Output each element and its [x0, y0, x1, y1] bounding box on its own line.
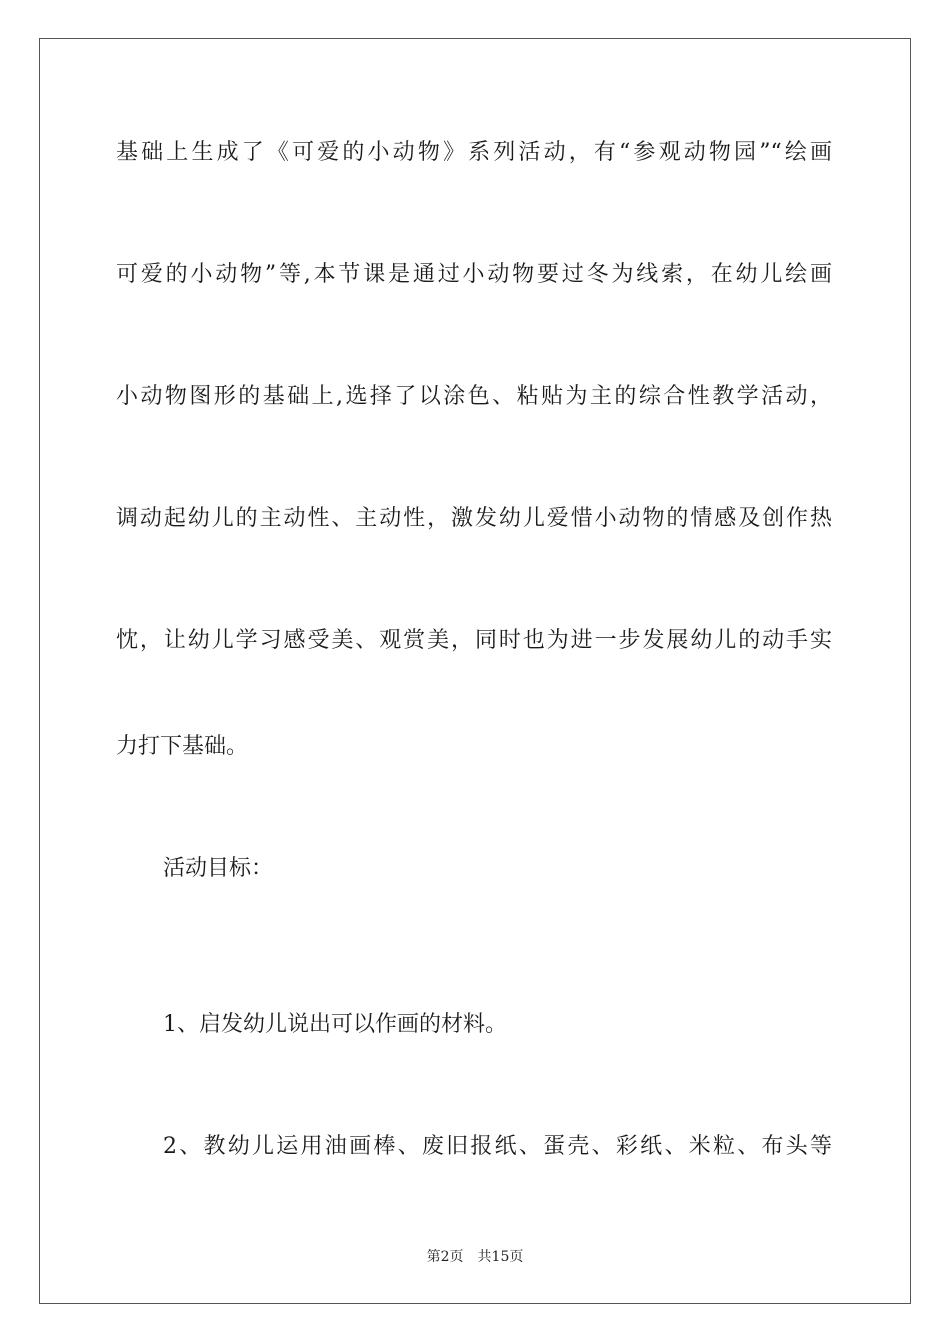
body-text-line: 可爱的小动物”等,本节课是通过小动物要过冬为线索，在幼儿绘画	[116, 262, 832, 287]
body-text-line: 基础上生成了《可爱的小动物》系列活动，有“参观动物园”“绘画	[116, 140, 832, 165]
goal-item: 2、教幼儿运用油画棒、废旧报纸、蛋壳、彩纸、米粒、布头等	[163, 1134, 832, 1159]
section-heading: 活动目标：	[163, 856, 274, 881]
body-text-line: 忱，让幼儿学习感受美、观赏美，同时也为进一步发展幼儿的动手实	[116, 628, 832, 653]
body-text-line: 调动起幼儿的主动性、主动性，激发幼儿爱惜小动物的情感及创作热	[116, 506, 832, 531]
body-text-line: 小动物图形的基础上,选择了以涂色、粘贴为主的综合性教学活动，	[116, 384, 832, 409]
body-text-line: 力打下基础。	[116, 734, 249, 759]
page-footer	[0, 1248, 950, 1266]
page-total: 共15页	[477, 1249, 524, 1265]
goal-item: 1、启发幼儿说出可以作画的材料。	[163, 1012, 507, 1037]
page-border	[39, 38, 911, 1304]
page-number: 第2页	[426, 1249, 464, 1265]
